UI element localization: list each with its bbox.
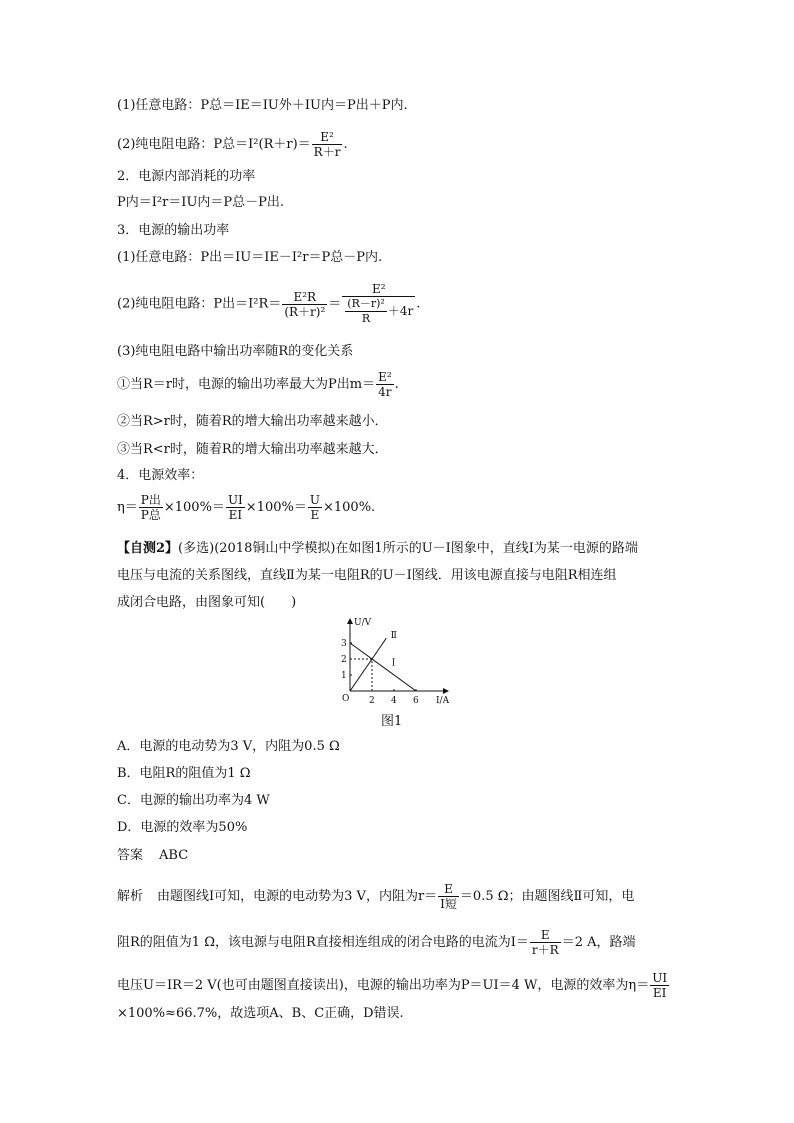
option-b: B．电阻R的阻值为1 Ω — [117, 766, 251, 781]
line-output-power-pure — [117, 282, 420, 326]
fraction — [438, 882, 459, 911]
denominator: R — [345, 311, 387, 326]
fraction — [282, 290, 327, 319]
heading-output-power: 3．电源的输出功率 — [117, 223, 230, 238]
y-tick-label: 3 — [341, 639, 347, 649]
text: ×100%＝ — [163, 500, 225, 515]
y-tick-label: 1 — [341, 671, 347, 681]
eta: η＝ — [117, 500, 138, 515]
series-label-1: Ⅰ — [391, 658, 396, 669]
problem-line-3: 成闭合电路，由图象可知( ) — [117, 595, 297, 610]
numerator: UI — [652, 971, 668, 985]
fraction — [139, 493, 163, 522]
denominator-tail: ＋4r — [387, 304, 414, 318]
heading-internal-power: 2．电源内部消耗的功率 — [117, 169, 256, 184]
heading-efficiency: 4．电源效率： — [117, 468, 204, 483]
numerator: E² — [371, 282, 386, 296]
formula-internal-power: P内＝I²r＝IU内＝P总－P出. — [117, 195, 285, 210]
label: (1)任意电路： — [117, 250, 201, 265]
figure-caption: 图1 — [381, 714, 403, 729]
period: . — [343, 137, 348, 152]
numerator: (R－r)² — [347, 297, 385, 310]
numerator: UI — [227, 493, 243, 507]
numerator: E² — [378, 370, 392, 384]
text: 由题图线Ⅰ可知，电源的电动势为3 V，内阻为r＝ — [157, 889, 438, 904]
analysis-line-1 — [117, 882, 634, 911]
inner-fraction — [345, 297, 387, 326]
denominator — [342, 296, 415, 326]
text: ×100%＝ — [245, 500, 307, 515]
formula-efficiency — [117, 493, 375, 522]
x-axis-label: I/A — [436, 696, 450, 706]
analysis-line-3 — [117, 971, 670, 1000]
x-tick-label: 4 — [391, 696, 397, 706]
numerator: E²R — [293, 289, 317, 304]
problem-line-1 — [117, 540, 638, 558]
text: 阻R的阻值为1 Ω，该电源与电阻R直接相连组成的闭合电路的电流为I＝ — [117, 935, 529, 950]
option-a: A．电源的电动势为3 V，内阻为0.5 Ω — [117, 739, 340, 754]
fraction — [312, 130, 343, 159]
x-tick-label: 6 — [413, 696, 419, 706]
fraction-nested — [342, 282, 415, 326]
denominator: EI — [650, 985, 669, 1000]
fraction — [530, 928, 561, 957]
series-line-1 — [350, 643, 416, 691]
label: (1)任意电路： — [117, 98, 201, 113]
text: ①当R＝r时，电源的输出功率最大为P出m＝ — [117, 377, 376, 392]
heading-output-vs-r: (3)纯电阻电路中输出功率随R的变化关系 — [117, 344, 354, 359]
numerator: E² — [320, 130, 334, 144]
formula: P出＝IU＝IE－I²r＝P总－P内. — [200, 250, 383, 265]
text: ＝0.5 Ω；由题图线Ⅱ可知，电 — [459, 889, 635, 904]
fraction — [226, 493, 245, 522]
answer-line — [117, 847, 188, 865]
answer-value: ABC — [159, 848, 189, 863]
denominator: EI — [226, 507, 245, 522]
option-c: C．电源的输出功率为4 W — [117, 793, 270, 808]
text: 电压U＝IR＝2 V(也可由题图直接读出)，电源的输出功率为P＝UI＝4 W，电源的效率为η＝ — [117, 978, 650, 993]
label: (2)纯电阻电路： — [117, 137, 214, 152]
origin-label: O — [342, 694, 350, 704]
line-total-power-any — [117, 97, 408, 115]
y-axis-label: U/V — [354, 618, 372, 628]
problem-text: (多选)(2018铜山中学模拟)在如图1所示的U－I图象中，直线Ⅰ为某一电源的路端 — [178, 541, 638, 556]
denominator: R＋r — [313, 145, 341, 159]
series-line-2 — [350, 638, 386, 691]
denominator: P总 — [140, 508, 161, 522]
case-r-greater: ②当R>r时，随着R的增大输出功率越来越小． — [117, 414, 388, 429]
period: . — [394, 377, 399, 392]
line-total-power-pure — [117, 130, 348, 159]
denominator: r＋R — [531, 943, 559, 957]
analysis-label: 解析 — [117, 889, 144, 904]
denominator: (R＋r)² — [284, 304, 326, 319]
numerator: U — [309, 493, 320, 507]
x-tick-label: 2 — [369, 696, 375, 706]
problem-tag: 【自测2】 — [117, 541, 179, 556]
line-output-power-any — [117, 249, 382, 267]
analysis-line-4: ×100%≈66.7%，故选项A、B、C正确，D错误. — [117, 1006, 404, 1021]
formula: P出＝I²R＝ — [213, 296, 282, 312]
formula: P总＝IE＝IU外＋IU内＝P出＋P内. — [200, 98, 408, 113]
numerator: E — [540, 928, 550, 942]
y-tick-label: 2 — [341, 655, 347, 665]
numerator: E — [444, 882, 453, 896]
answer-label: 答案 — [117, 848, 144, 863]
denominator: E — [308, 507, 322, 522]
denominator: 4r — [376, 384, 394, 399]
denominator: I短 — [440, 897, 457, 911]
text: ×100%. — [322, 500, 376, 515]
fraction — [376, 370, 394, 399]
fraction — [308, 493, 322, 522]
case-r-equal — [117, 370, 399, 399]
label: (2)纯电阻电路： — [117, 296, 214, 312]
fraction — [650, 971, 669, 1000]
problem-line-2: 电压与电流的关系图线，直线Ⅱ为某一电阻R的U－I图线．用该电源直接与电阻R相连组 — [117, 568, 617, 583]
text: ＝2 A，路端 — [561, 935, 636, 950]
ui-graph — [330, 615, 460, 707]
period: . — [416, 296, 421, 312]
formula: P总＝I²(R＋r)＝ — [213, 137, 311, 152]
analysis-line-2 — [117, 928, 635, 957]
option-d: D．电源的效率为50% — [117, 820, 248, 835]
equals: ＝ — [328, 296, 342, 312]
numerator: P出 — [140, 493, 161, 507]
case-r-less: ③当R<r时，随着R的增大输出功率越来越大． — [117, 442, 388, 457]
series-label-2: Ⅱ — [390, 631, 397, 642]
